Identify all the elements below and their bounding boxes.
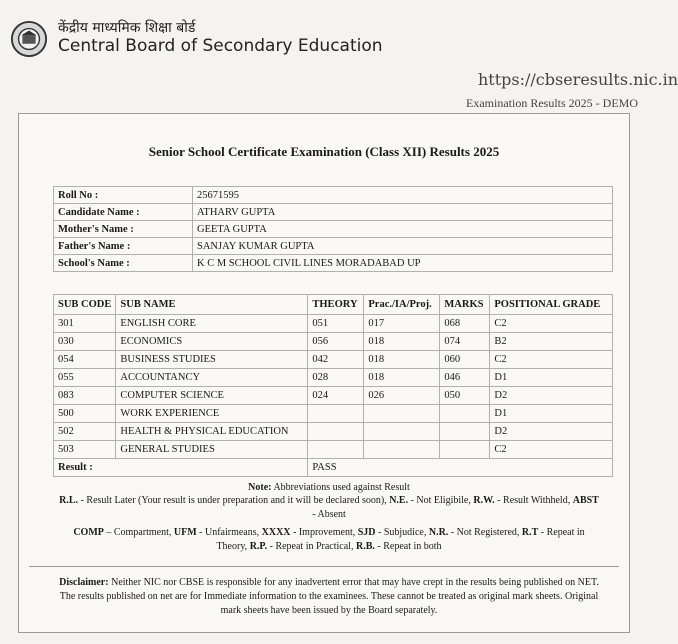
table-cell: 074: [440, 333, 490, 351]
abbreviation-text: - Unfairmeans,: [196, 527, 262, 538]
table-cell: [440, 405, 490, 423]
abbreviation-code: XXXX: [261, 527, 291, 538]
mother-name-value: GEETA GUPTA: [193, 221, 613, 238]
abbreviation-text: - Result Later (Your result is under preparation and it will be declared soon),: [78, 495, 390, 506]
marks-header-row: [54, 295, 613, 315]
table-cell: B2: [490, 333, 613, 351]
table-cell: 018: [364, 333, 440, 351]
roll-label: Roll No :: [54, 187, 193, 204]
table-cell: [308, 405, 364, 423]
table-cell: [308, 441, 364, 459]
exam-results-line: Examination Results 2025 - DEMO: [466, 96, 638, 110]
table-cell: HEALTH & PHYSICAL EDUCATION: [116, 423, 308, 441]
abbreviation-code: ABST: [572, 495, 599, 506]
table-cell: [364, 441, 440, 459]
table-cell: 503: [54, 441, 116, 459]
disclaimer: [59, 576, 599, 618]
column-header: Prac./IA/Proj.: [364, 295, 440, 315]
column-header: THEORY: [308, 295, 364, 315]
table-row: [54, 351, 613, 369]
table-cell: C2: [490, 315, 613, 333]
table-cell: D2: [490, 423, 613, 441]
candidate-name-label: Candidate Name :: [54, 204, 193, 221]
abbreviation-code: R.W.: [473, 495, 495, 506]
abbreviation-code: N.R.: [428, 527, 449, 538]
table-cell: 050: [440, 387, 490, 405]
info-row-candidate: [54, 204, 613, 221]
abbreviation-code: SJD: [357, 527, 376, 538]
abbreviation-code: R.B.: [355, 541, 375, 552]
table-cell: 024: [308, 387, 364, 405]
table-cell: 018: [364, 351, 440, 369]
table-cell: [364, 405, 440, 423]
disclaimer-text: Neither NIC nor CBSE is responsible for any inadvertent error that may have crept in the results being published on NET. The results published on net are for Immediate information to the examinees. These cannot be treated as original mark sheets. Original mark sheets have been issued by the Board separately.: [59, 577, 599, 616]
table-cell: 083: [54, 387, 116, 405]
table-row: [54, 441, 613, 459]
table-cell: 502: [54, 423, 116, 441]
table-cell: 068: [440, 315, 490, 333]
table-cell: WORK EXPERIENCE: [116, 405, 308, 423]
table-cell: [308, 423, 364, 441]
column-header: POSITIONAL GRADE: [490, 295, 613, 315]
abbreviation-note: [59, 481, 599, 495]
table-cell: [364, 423, 440, 441]
table-cell: 017: [364, 315, 440, 333]
table-cell: D2: [490, 387, 613, 405]
abbreviation-code: R.L.: [59, 495, 79, 506]
table-cell: 055: [54, 369, 116, 387]
section-divider: [29, 566, 619, 567]
board-name-hindi: केंद्रीय माध्यमिक शिक्षा बोर्ड: [58, 20, 196, 36]
abbreviation-text: - Improvement,: [290, 527, 358, 538]
table-cell: D1: [490, 369, 613, 387]
table-cell: 026: [364, 387, 440, 405]
abbreviation-text: - Repeat in both: [374, 541, 442, 552]
table-cell: GENERAL STUDIES: [116, 441, 308, 459]
abbreviation-text: - Subjudice,: [375, 527, 429, 538]
result-label: Result :: [54, 459, 308, 477]
abbreviation-text: - Repeat in Practical,: [267, 541, 356, 552]
father-name-value: SANJAY KUMAR GUPTA: [193, 238, 613, 255]
result-value: PASS: [308, 459, 613, 477]
table-cell: 042: [308, 351, 364, 369]
abbreviation-code: COMP: [73, 527, 104, 538]
candidate-info-table: [53, 186, 613, 272]
table-row: [54, 369, 613, 387]
roll-value: 25671595: [193, 187, 613, 204]
table-cell: BUSINESS STUDIES: [116, 351, 308, 369]
result-row: [54, 459, 613, 477]
abbreviation-code: R.T: [521, 527, 539, 538]
note-label: Note:: [248, 482, 272, 493]
abbreviations-line-2: [59, 526, 599, 554]
abbreviation-code: UFM: [173, 527, 197, 538]
table-cell: ECONOMICS: [116, 333, 308, 351]
table-cell: [440, 423, 490, 441]
table-cell: 046: [440, 369, 490, 387]
table-cell: 060: [440, 351, 490, 369]
table-cell: 301: [54, 315, 116, 333]
info-row-mother: [54, 221, 613, 238]
cbse-logo-icon: [10, 20, 48, 58]
table-cell: 500: [54, 405, 116, 423]
info-row-father: [54, 238, 613, 255]
table-cell: [440, 441, 490, 459]
table-cell: C2: [490, 351, 613, 369]
abbreviation-code: R.P.: [249, 541, 268, 552]
table-row: [54, 333, 613, 351]
table-cell: ENGLISH CORE: [116, 315, 308, 333]
abbreviation-text: – Compartment,: [103, 527, 174, 538]
info-row-roll: [54, 187, 613, 204]
school-name-label: School's Name :: [54, 255, 193, 272]
abbreviation-text: - Absent: [312, 509, 346, 520]
board-name: Central Board of Secondary Education: [58, 36, 383, 56]
table-cell: 018: [364, 369, 440, 387]
table-cell: D1: [490, 405, 613, 423]
abbreviation-text: - Not Registered,: [448, 527, 522, 538]
table-cell: 056: [308, 333, 364, 351]
table-cell: ACCOUNTANCY: [116, 369, 308, 387]
mother-name-label: Mother's Name :: [54, 221, 193, 238]
table-cell: 028: [308, 369, 364, 387]
table-cell: 051: [308, 315, 364, 333]
note-text: Abbreviations used against Result: [271, 482, 410, 493]
table-cell: COMPUTER SCIENCE: [116, 387, 308, 405]
info-row-school: [54, 255, 613, 272]
table-row: [54, 387, 613, 405]
table-cell: 030: [54, 333, 116, 351]
result-panel: [18, 113, 630, 633]
column-header: SUB CODE: [54, 295, 116, 315]
abbreviation-text: - Repeat in Theory,: [216, 527, 585, 552]
abbreviations-line-1: [59, 494, 599, 522]
disclaimer-label: Disclaimer:: [59, 577, 109, 588]
site-header: [0, 0, 678, 110]
table-row: [54, 315, 613, 333]
table-row: [54, 423, 613, 441]
abbreviation-text: - Result Withheld,: [494, 495, 573, 506]
site-url[interactable]: https://cbseresults.nic.in: [478, 70, 678, 89]
table-cell: 054: [54, 351, 116, 369]
page-title: Senior School Certificate Examination (Class XII) Results 2025: [148, 144, 500, 159]
column-header: SUB NAME: [116, 295, 308, 315]
table-cell: C2: [490, 441, 613, 459]
table-row: [54, 405, 613, 423]
school-name-value: K C M SCHOOL CIVIL LINES MORADABAD UP: [193, 255, 613, 272]
father-name-label: Father's Name :: [54, 238, 193, 255]
candidate-name-value: ATHARV GUPTA: [193, 204, 613, 221]
abbreviation-text: - Not Eligibile,: [408, 495, 474, 506]
marks-table: [53, 294, 613, 477]
column-header: MARKS: [440, 295, 490, 315]
abbreviation-code: N.E.: [389, 495, 409, 506]
